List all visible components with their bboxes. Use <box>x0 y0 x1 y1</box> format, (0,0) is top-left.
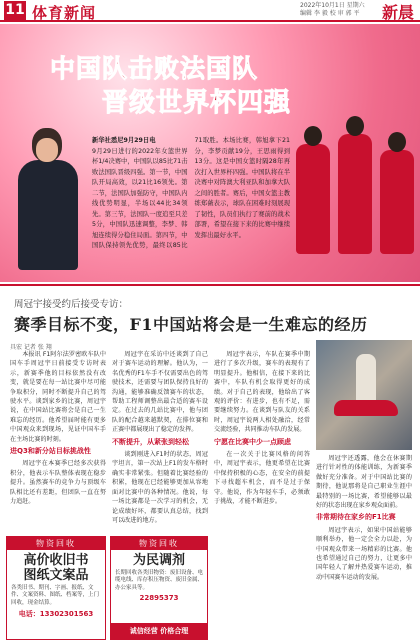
divider <box>0 284 420 286</box>
hero-photo <box>0 24 420 282</box>
driver-photo <box>316 340 412 450</box>
paragraph: 周冠宇表示，如果中国站能够顺利举办，他一定会全力以赴，为中国观众带来一场精彩的比赛。他也希望通过自己的努力，让更多中国年轻人了解并热爱赛车运动，推动中国赛车运动的发展。 <box>316 526 412 581</box>
ad-band: 物资回收 <box>7 537 105 550</box>
paragraph: 谈到刚进入F1时的状态，周冠宇坦言，第一次站上F1的发车格时确实非常紧张。但随着比赛经验的积累，他现在已经能够更加从容地面对比赛中的各种情况。他说，每一场比赛都是一次学习的机会，无论成绩好坏，都要认真总结，找到可以改进的地方。 <box>112 451 208 524</box>
hero-headline-line1: 中国队击败法国队 <box>50 54 259 83</box>
article-column-3 <box>214 350 310 640</box>
coach-figure <box>14 124 80 274</box>
paragraph: 周冠宇表示，车队在赛季中期进行了多次升级，赛车的表现有了明显提升。他相信，在接下来的比赛中，车队有机会取得更好的成绩。对于自己的表现，他给出了客观的评价：有进步，也有不足，需要继续努力。在谈到与队友的关系时，周冠宇说两人相处融洽，经常交流经验，共同推动车队的发展。 <box>214 351 310 434</box>
date-info <box>300 2 365 18</box>
subheading: 进Q3和新分站目标挑战性 <box>10 447 91 456</box>
subheading: 非常期待在家乡的F1比赛 <box>316 513 396 522</box>
page-number: 11 <box>5 2 25 18</box>
ad-title: 为民调剂 <box>132 553 185 568</box>
article-column-4 <box>316 454 412 640</box>
ad-details: 长期回收各类旧物资：废旧设备、电缆电线、库存积压物资、废旧金属、办公家具等。 <box>115 570 204 591</box>
ad-book-recycling <box>6 536 106 640</box>
article-byline: 具宏 记者 张 翔 <box>10 344 52 351</box>
paragraph: 本报讯 F1阿尔法罗密欧车队中国车手周冠宇日前接受专访时表示，新赛季他的目标依然没有改变，就是要在每一站比赛中尽可能争取积分，同时不断提升自己的驾驶水平。谈到家乡的比赛，周冠宇说，在中国站比赛将会是自己一生难忘的经历。他希望届时能有更多中国观众来到现场，见证中国车手在主场比赛的时刻。 <box>10 351 106 443</box>
classified-ads <box>0 536 210 640</box>
date-line: 2022年10月1日 星期六 <box>300 2 365 9</box>
paragraph: 周冠宇还透露，他会在休赛期进行针对性的体能训练，为新赛季做好充分准备。对于中国站比赛的期待，他说那将是自己职业生涯中最特别的一场比赛，希望能够以最好的状态出现在家乡观众面前。 <box>316 455 412 510</box>
hero-byline: 新华社悉尼9月29日电 <box>92 137 156 144</box>
paragraph: 周冠宇在采访中还谈到了自己对于赛车运动的理解。他认为，一名优秀的F1车手不仅需要出色的驾驶技术，还需要与团队保持良好的沟通，能够准确反馈赛车的状态，帮助工程师调整出最合适的赛车设定。在过去的几站比赛中，他与团队的配合越来越默契，在排位赛和正赛中都展现出了稳定的发挥。 <box>112 351 208 434</box>
hero-body: 9月29日进行的2022年女篮世界杯1/4决赛中，中国队以85比71击败法国队晋级四强。第一节，中国队开局高效，以21比16领先。第二节，法国队加强防守，中国队内线优势明显，半场以44比34领先。第三节，法国队一度追至只差5分，中国队迅速调整，李梦、韩旭连续得分稳住局面。第四节，中国队保持领先优势，最终以85比71取胜。本场比赛，韩旭拿下21分，李梦贡献19分，王思雨得到13分。这是中国女篮时隔28年再次打入世界杯四强。中国队将在半决赛中对阵澳大利亚队和加拿大队之间的胜者。赛后，中国女篮主教练郑薇表示，球队在困难时刻展现了韧性，队员们执行了赛前的战术部署，希望在接下来的比赛中继续发挥出最好水平。 <box>92 137 290 249</box>
subheading: 不断提升，从紧张到轻松 <box>112 437 189 446</box>
article-column-1 <box>10 350 106 533</box>
article-headline: 赛季目标不变，F1中国站将会是一生难忘的经历 <box>14 315 368 334</box>
section-title: 体育新闻 <box>32 4 97 22</box>
subheading: 宁愿在比赛中少一点顾虑 <box>214 437 291 446</box>
ad-strip: 诚信经营 价格合理 <box>111 623 207 639</box>
brand-logo: 新晨 <box>381 3 414 22</box>
editor-line: 编辑 李 毅 校 审 郭 平 <box>300 10 360 17</box>
ad-material-recycling <box>110 536 208 640</box>
paragraph: 周冠宇在本赛季已经多次获得积分，他表示车队整体表现在稳步提升。虽然赛车的竞争力与顶级车队相比还有差距，但团队一直在努力追赶。 <box>10 460 106 506</box>
hero-headline-line2: 晋级世界杯四强 <box>102 88 292 118</box>
ad-phone: 电话：13302301563 <box>18 610 94 619</box>
paragraph: 在一次关于比赛风格的问答中，周冠宇表示，他更希望在比赛中保持积极的心态，在安全的前提下寻找超车机会，而不是过于保守。他说，作为年轻车手，必须敢于挑战，才能不断进步。 <box>214 451 310 506</box>
ad-band: 物资回收 <box>111 537 207 550</box>
ad-title: 高价收旧书 图纸文案品 <box>23 553 89 583</box>
players-figure <box>296 114 418 264</box>
hero-article-text <box>92 136 290 252</box>
ad-phone: 22895373 <box>139 594 179 603</box>
article-kicker: 周冠宇接受约后接受专访： <box>14 299 129 310</box>
ad-details: 各类旧书、期刊、字画、报纸、文件、文案资料、图纸、档案等，上门回收，现金结算。 <box>11 585 100 606</box>
masthead <box>0 0 420 22</box>
